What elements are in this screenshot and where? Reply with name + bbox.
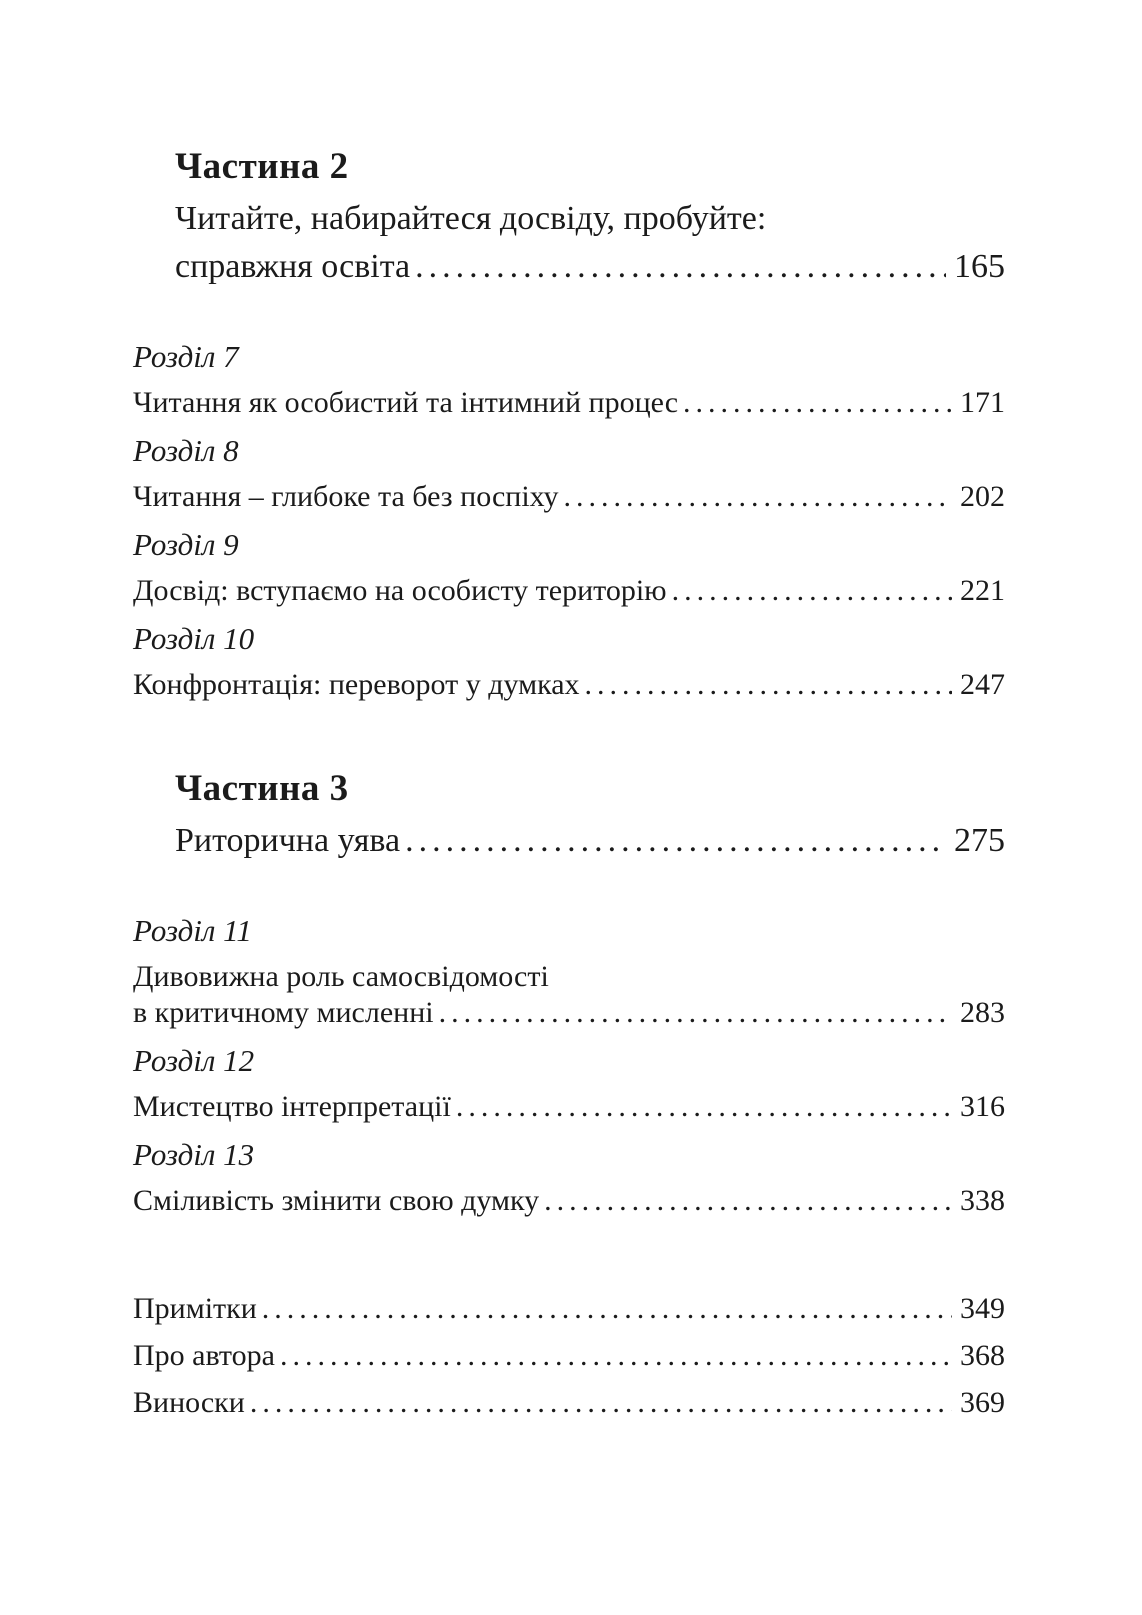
chapter-7-title: Читання як особистий та інтимний процес <box>133 386 679 419</box>
chapter-11-page-number: 283 <box>960 996 1005 1029</box>
chapter-13-toc-line <box>133 1183 1005 1219</box>
toc-entry-chapter-12 <box>133 1043 1005 1125</box>
chapter-13-title: Сміливість змінити свою думку <box>133 1184 540 1217</box>
chapter-10-page-number: 247 <box>960 668 1005 701</box>
chapter-8-label: Розділ 8 <box>133 433 239 468</box>
toc-entry-chapter-10 <box>133 621 1005 703</box>
dot-leader <box>672 573 952 609</box>
chapter-8-page-number: 202 <box>960 480 1005 513</box>
chapter-10-title: Конфронтація: переворот у думках <box>133 668 580 701</box>
dot-leader <box>280 1332 952 1379</box>
toc-entry-chapter-11 <box>133 913 1005 1031</box>
part-3-toc-line <box>175 817 1005 865</box>
dot-leader <box>405 817 946 865</box>
chapter-13-page-number: 338 <box>960 1184 1005 1217</box>
chapter-12-label: Розділ 12 <box>133 1043 255 1078</box>
part-2-block <box>175 145 1005 291</box>
toc-entry-about-author <box>133 1332 1005 1379</box>
part-3-chapter-list <box>133 913 1005 1219</box>
toc-entry-chapter-9 <box>133 527 1005 609</box>
dot-leader <box>439 995 952 1031</box>
toc-entry-footnotes <box>133 1379 1005 1426</box>
part-2-chapter-list <box>133 339 1005 703</box>
chapter-11-title-line-1: Дивовижна роль самосвідомості <box>133 960 549 993</box>
chapter-11-title-line-2: в критичному мисленні <box>133 996 434 1029</box>
footnotes-title: Виноски <box>133 1386 245 1419</box>
chapter-12-title: Мистецтво інтерпретації <box>133 1090 451 1123</box>
part-2-title-line-1: Читайте, набирайтеся досвіду, пробуйте: <box>175 200 767 237</box>
backmatter-list <box>133 1285 1005 1426</box>
chapter-12-page-number: 316 <box>960 1090 1005 1123</box>
chapter-10-label: Розділ 10 <box>133 621 255 656</box>
dot-leader <box>250 1379 952 1426</box>
about-author-title: Про автора <box>133 1339 275 1372</box>
chapter-13-label: Розділ 13 <box>133 1137 255 1172</box>
chapter-7-toc-line <box>133 385 1005 421</box>
chapter-8-title: Читання – глибоке та без поспіху <box>133 480 559 513</box>
part-3-page-number: 275 <box>954 822 1005 859</box>
chapter-11-label: Розділ 11 <box>133 913 252 948</box>
chapter-12-toc-line <box>133 1089 1005 1125</box>
toc-entry-chapter-8 <box>133 433 1005 515</box>
notes-page-number: 349 <box>960 1292 1005 1325</box>
chapter-7-label: Розділ 7 <box>133 339 239 374</box>
notes-title: Примітки <box>133 1292 257 1325</box>
chapter-11-toc-line <box>133 995 1005 1031</box>
dot-leader <box>585 667 952 703</box>
about-author-page-number: 368 <box>960 1339 1005 1372</box>
part-2-toc-line <box>175 243 1005 291</box>
dot-leader <box>564 479 952 515</box>
chapter-7-page-number: 171 <box>960 386 1005 419</box>
dot-leader <box>262 1285 952 1332</box>
part-2-heading: Частина 2 <box>175 146 349 187</box>
chapter-9-title: Досвід: вступаємо на особисту територію <box>133 574 667 607</box>
dot-leader <box>415 243 946 291</box>
footnotes-page-number: 369 <box>960 1386 1005 1419</box>
dot-leader <box>544 1183 952 1219</box>
dot-leader <box>456 1089 952 1125</box>
chapter-9-page-number: 221 <box>960 574 1005 607</box>
chapter-9-toc-line <box>133 573 1005 609</box>
chapter-9-label: Розділ 9 <box>133 527 239 562</box>
toc-entry-notes <box>133 1285 1005 1332</box>
toc-entry-chapter-13 <box>133 1137 1005 1219</box>
chapter-8-toc-line <box>133 479 1005 515</box>
chapter-10-toc-line <box>133 667 1005 703</box>
part-2-page-number: 165 <box>954 248 1005 285</box>
part-2-title-line-2: справжня освіта <box>175 248 411 285</box>
dot-leader <box>683 385 952 421</box>
part-3-block <box>175 767 1005 865</box>
toc-entry-chapter-7 <box>133 339 1005 421</box>
part-3-title: Риторична уява <box>175 822 401 859</box>
part-3-heading: Частина 3 <box>175 768 349 809</box>
